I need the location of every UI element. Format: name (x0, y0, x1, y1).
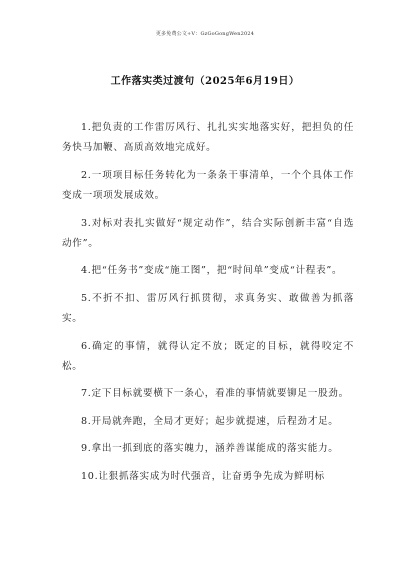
paragraph: 6.确定的事情，就得认定不放；既定的目标，就得咬定不松。 (62, 340, 354, 373)
paragraph: 8.开局就奔跑，全局才更好；起步就提速，后程劲才足。 (81, 415, 339, 427)
paragraph: 5.不折不扣、雷厉风行抓贯彻，求真务实、敢做善为抓落实。 (62, 292, 354, 325)
paragraph: 10.让狠抓落实成为时代强音，让奋勇争先成为鲜明标 (81, 470, 325, 482)
document-body (62, 118, 354, 494)
paragraph: 2.一项项目标任务转化为一条条干事清单，一个个具体工作变成一项项发展成效。 (62, 169, 354, 202)
paragraph: 1.把负责的工作雷厉风行、扎扎实实地落实好，把担负的任务快马加鞭、高质高效地完成好。 (62, 122, 354, 154)
header-note: 更多免费公文+V：GzGoGongWen2024 (155, 31, 255, 37)
document-title: 工作落实类过渡句（2025年6月19日） (110, 76, 300, 87)
paragraph: 7.定下目标就要横下一条心，看准的事情就要铆足一股劲。 (81, 388, 349, 400)
paragraph: 4.把“任务书”变成“施工图”，把“时间单”变成“计程表”。 (81, 265, 343, 277)
paragraph: 3.对标对表扎实做好“规定动作”，结合实际创新丰富“自选动作”。 (62, 217, 354, 250)
paragraph: 9.拿出一抓到底的落实魄力，涵养善谋能成的落实能力。 (81, 443, 339, 455)
